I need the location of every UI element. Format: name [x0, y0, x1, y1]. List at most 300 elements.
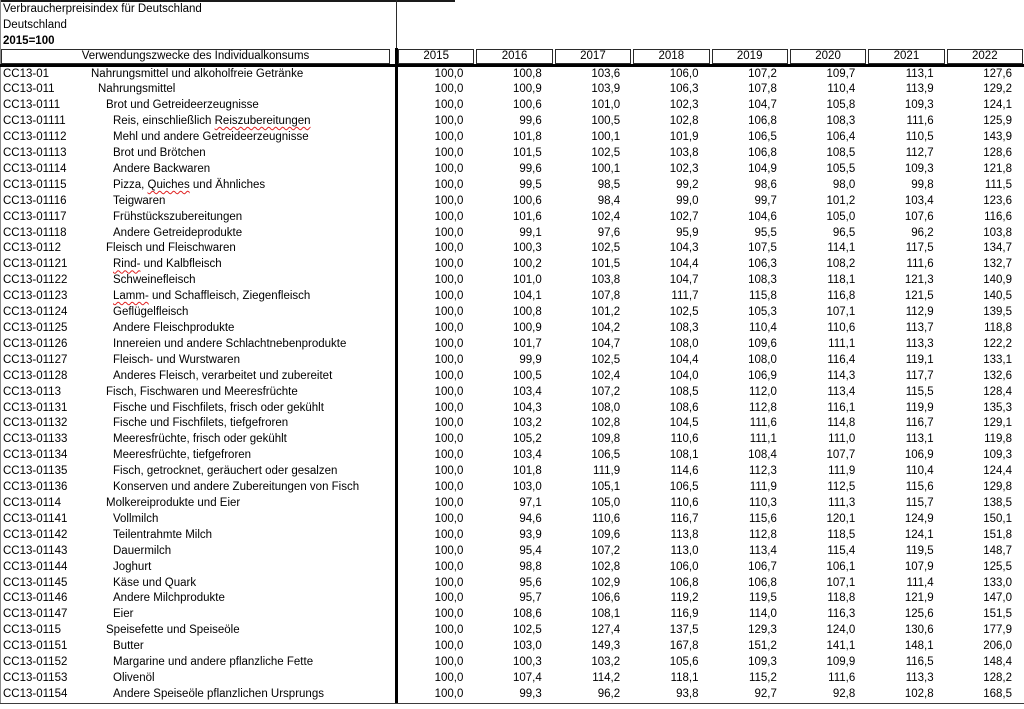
row-label-cell[interactable] — [0, 591, 397, 607]
cell-value[interactable]: 100,3 — [512, 656, 542, 669]
cell-value[interactable]: 100,1 — [591, 162, 621, 175]
cell-value[interactable]: 148,4 — [983, 656, 1012, 669]
cell-value[interactable]: 106,9 — [904, 449, 934, 462]
cell-value[interactable]: 137,5 — [669, 624, 699, 637]
row-label-cell[interactable] — [0, 464, 397, 480]
cell-value[interactable]: 111,0 — [828, 433, 856, 446]
cell-value[interactable]: 101,5 — [512, 147, 542, 160]
cell-value[interactable]: 109,3 — [904, 162, 934, 175]
cell-value[interactable]: 125,9 — [983, 115, 1012, 128]
row-label-cell[interactable] — [0, 321, 397, 337]
cell-value[interactable]: 100,0 — [434, 640, 464, 653]
cell-value[interactable]: 119,1 — [905, 353, 934, 366]
cell-value[interactable]: 113,4 — [827, 385, 856, 398]
row-label-cell[interactable] — [0, 162, 397, 178]
cell-value[interactable]: 95,7 — [519, 592, 542, 605]
cell-value[interactable]: 116,5 — [905, 656, 934, 669]
cell-value[interactable]: 104,1 — [512, 290, 542, 303]
cell-value[interactable]: 92,8 — [832, 687, 856, 700]
cell-value[interactable]: 139,5 — [983, 306, 1012, 319]
cell-value[interactable]: 138,5 — [983, 496, 1012, 509]
cell-value[interactable]: 150,1 — [983, 512, 1012, 525]
cell-value[interactable]: 115,5 — [905, 385, 934, 398]
cell-value[interactable]: 112,8 — [748, 401, 777, 414]
year-header-cell[interactable] — [475, 48, 553, 64]
cell-value[interactable]: 100,0 — [434, 353, 464, 366]
cell-value[interactable]: 107,2 — [591, 544, 621, 557]
cell-value[interactable]: 108,6 — [512, 608, 542, 621]
cell-value[interactable]: 101,9 — [669, 131, 699, 144]
cell-value[interactable]: 107,5 — [748, 242, 777, 255]
cell-value[interactable]: 101,0 — [591, 99, 621, 112]
row-label-cell[interactable] — [0, 130, 397, 146]
cell-value[interactable]: 107,9 — [904, 560, 934, 573]
cell-value[interactable]: 105,3 — [748, 306, 777, 319]
cell-value[interactable]: 104,4 — [669, 353, 699, 366]
cell-value[interactable]: 111,1 — [749, 433, 777, 446]
cell-value[interactable]: 118,5 — [827, 528, 856, 541]
row-label-cell[interactable] — [0, 607, 397, 623]
cell-value[interactable]: 124,0 — [826, 624, 856, 637]
cell-value[interactable]: 134,7 — [983, 242, 1012, 255]
cell-value[interactable]: 102,8 — [904, 687, 934, 700]
cell-value[interactable]: 105,8 — [826, 99, 856, 112]
cell-value[interactable]: 116,9 — [670, 608, 699, 621]
row-label-cell[interactable] — [0, 448, 397, 464]
cell-value[interactable]: 100,0 — [434, 162, 464, 175]
cell-value[interactable]: 113,4 — [748, 544, 777, 557]
cell-value[interactable]: 100,0 — [434, 671, 464, 684]
cell-value[interactable]: 107,1 — [826, 576, 856, 589]
cell-value[interactable]: 113,0 — [670, 544, 699, 557]
cell-value[interactable]: 107,1 — [826, 306, 856, 319]
cell-value[interactable]: 111,9 — [749, 481, 777, 494]
cell-value[interactable]: 106,6 — [591, 592, 621, 605]
cell-value[interactable]: 100,0 — [434, 528, 464, 541]
cell-value[interactable]: 143,9 — [983, 131, 1012, 144]
cell-value[interactable]: 94,6 — [519, 512, 542, 525]
cell-value[interactable]: 114,1 — [827, 242, 856, 255]
row-label-cell[interactable] — [0, 496, 397, 512]
cell-value[interactable]: 105,5 — [826, 162, 856, 175]
cell-value[interactable]: 151,5 — [983, 608, 1012, 621]
cell-value[interactable]: 102,4 — [591, 369, 621, 382]
cell-value[interactable]: 111,6 — [749, 417, 777, 430]
cell-value[interactable]: 103,8 — [983, 226, 1012, 239]
cell-value[interactable]: 108,0 — [669, 337, 699, 350]
row-label-cell[interactable] — [0, 337, 397, 353]
cell-value[interactable]: 110,3 — [748, 496, 777, 509]
cell-value[interactable]: 110,4 — [827, 83, 856, 96]
year-header-cell[interactable] — [867, 48, 945, 64]
cell-value[interactable]: 122,2 — [983, 337, 1012, 350]
cell-value[interactable]: 100,2 — [512, 258, 542, 271]
cell-value[interactable]: 113,3 — [905, 671, 934, 684]
cell-value[interactable]: 123,6 — [983, 194, 1012, 207]
row-label-cell[interactable] — [0, 369, 397, 385]
cell-value[interactable]: 106,5 — [591, 449, 621, 462]
row-label-cell[interactable] — [0, 671, 397, 687]
cell-value[interactable]: 95,4 — [519, 544, 542, 557]
cell-value[interactable]: 117,5 — [905, 242, 934, 255]
cell-value[interactable]: 111,9 — [593, 465, 621, 478]
cell-value[interactable]: 95,6 — [519, 576, 542, 589]
cell-value[interactable]: 103,9 — [591, 83, 621, 96]
cell-value[interactable]: 114,6 — [670, 465, 699, 478]
cell-value[interactable]: 108,1 — [669, 449, 699, 462]
cell-value[interactable]: 93,9 — [519, 528, 542, 541]
cell-value[interactable]: 100,9 — [512, 83, 542, 96]
cell-value[interactable]: 100,0 — [434, 194, 464, 207]
cell-value[interactable]: 103,4 — [512, 385, 542, 398]
cell-value[interactable]: 108,3 — [748, 274, 777, 287]
cell-value[interactable]: 111,6 — [828, 671, 856, 684]
cell-value[interactable]: 103,4 — [904, 194, 934, 207]
cell-value[interactable]: 116,6 — [984, 210, 1012, 223]
cell-value[interactable]: 107,8 — [748, 83, 777, 96]
row-label-cell[interactable] — [0, 146, 397, 162]
cell-value[interactable]: 118,8 — [827, 592, 856, 605]
cell-value[interactable]: 110,6 — [827, 322, 856, 334]
cell-value[interactable]: 113,1 — [905, 433, 934, 446]
cell-value[interactable]: 109,7 — [826, 67, 856, 80]
cell-value[interactable]: 167,8 — [669, 640, 699, 653]
cell-value[interactable]: 104,7 — [748, 99, 777, 112]
row-label-cell[interactable] — [0, 194, 397, 210]
cell-value[interactable]: 151,2 — [748, 640, 777, 653]
cell-value[interactable]: 100,8 — [512, 306, 542, 319]
cell-value[interactable]: 140,9 — [983, 274, 1012, 287]
year-header-cell[interactable] — [946, 48, 1024, 64]
cell-value[interactable]: 100,0 — [434, 608, 464, 621]
cell-value[interactable]: 147,0 — [983, 592, 1012, 605]
cell-value[interactable]: 116,8 — [827, 290, 856, 303]
cell-value[interactable]: 102,5 — [591, 353, 621, 366]
cell-value[interactable]: 104,5 — [669, 417, 699, 430]
cell-value[interactable]: 119,5 — [748, 592, 777, 605]
row-label-cell[interactable] — [0, 305, 397, 321]
cell-value[interactable]: 129,2 — [983, 83, 1012, 96]
cell-value[interactable]: 111,6 — [906, 258, 934, 271]
cell-value[interactable]: 102,3 — [669, 99, 699, 112]
cell-value[interactable]: 102,5 — [669, 306, 699, 319]
cell-value[interactable]: 112,0 — [748, 385, 777, 398]
cell-value[interactable]: 96,2 — [597, 687, 621, 700]
cell-value[interactable]: 106,5 — [748, 131, 777, 144]
cell-value[interactable]: 124,9 — [904, 512, 934, 525]
row-label-cell[interactable] — [0, 544, 397, 560]
cell-value[interactable]: 100,0 — [434, 178, 464, 191]
cell-value[interactable]: 108,0 — [591, 401, 621, 414]
row-label-cell[interactable] — [0, 82, 397, 98]
cell-value[interactable]: 98,0 — [832, 178, 856, 191]
row-label-cell[interactable] — [0, 67, 397, 83]
cell-value[interactable]: 116,7 — [670, 512, 699, 525]
cell-value[interactable]: 99,1 — [519, 226, 542, 239]
year-header-cell[interactable] — [554, 48, 632, 64]
cell-value[interactable]: 98,5 — [597, 178, 621, 191]
cell-value[interactable]: 100,0 — [434, 322, 464, 334]
cell-value[interactable]: 100,0 — [434, 401, 464, 414]
cell-value[interactable]: 111,7 — [671, 290, 699, 303]
cell-value[interactable]: 124,4 — [983, 465, 1012, 478]
cell-value[interactable]: 121,8 — [983, 162, 1012, 175]
cell-value[interactable]: 99,2 — [676, 178, 699, 191]
cell-value[interactable]: 106,1 — [826, 560, 856, 573]
cell-value[interactable]: 109,3 — [904, 99, 934, 112]
cell-value[interactable]: 121,9 — [904, 592, 934, 605]
cell-value[interactable]: 148,7 — [983, 544, 1012, 557]
row-label-cell[interactable] — [0, 114, 397, 130]
cell-value[interactable]: 114,3 — [827, 369, 856, 382]
cell-value[interactable]: 100,0 — [434, 656, 464, 669]
row-label-cell[interactable] — [0, 576, 397, 592]
cell-value[interactable]: 107,2 — [591, 385, 621, 398]
cell-value[interactable]: 104,2 — [591, 322, 621, 334]
cell-value[interactable]: 111,9 — [828, 465, 856, 478]
cell-value[interactable]: 121,3 — [904, 274, 934, 287]
cell-value[interactable]: 102,8 — [591, 560, 621, 573]
cell-value[interactable]: 109,3 — [983, 449, 1012, 462]
cell-value[interactable]: 100,0 — [434, 115, 464, 128]
cell-value[interactable]: 98,8 — [519, 560, 542, 573]
cell-value[interactable]: 106,8 — [748, 115, 777, 128]
cell-value[interactable]: 99,3 — [519, 687, 542, 700]
cell-value[interactable]: 115,7 — [905, 496, 934, 509]
cell-value[interactable]: 107,6 — [904, 210, 934, 223]
cell-value[interactable]: 148,1 — [904, 640, 934, 653]
cell-value[interactable]: 104,6 — [748, 210, 777, 223]
cell-value[interactable]: 104,0 — [669, 369, 699, 382]
cell-value[interactable]: 103,4 — [512, 449, 542, 462]
cell-value[interactable]: 102,8 — [591, 417, 621, 430]
cell-value[interactable]: 111,5 — [984, 178, 1012, 191]
cell-value[interactable]: 100,0 — [434, 385, 464, 398]
cell-value[interactable]: 112,5 — [827, 481, 856, 494]
cell-value[interactable]: 102,4 — [591, 210, 621, 223]
cell-value[interactable]: 132,6 — [983, 369, 1012, 382]
cell-value[interactable]: 110,4 — [748, 322, 777, 334]
cell-value[interactable]: 100,0 — [434, 544, 464, 557]
cell-value[interactable]: 100,0 — [434, 417, 464, 430]
cell-value[interactable]: 100,0 — [434, 337, 464, 350]
cell-value[interactable]: 97,1 — [519, 496, 542, 509]
cell-value[interactable]: 97,6 — [597, 226, 621, 239]
cell-value[interactable]: 108,6 — [669, 401, 699, 414]
cell-value[interactable]: 100,5 — [512, 369, 542, 382]
cell-value[interactable]: 93,8 — [676, 687, 699, 700]
cell-value[interactable]: 124,1 — [983, 99, 1012, 112]
cell-value[interactable]: 115,2 — [748, 671, 777, 684]
cell-value[interactable]: 100,0 — [434, 576, 464, 589]
cell-value[interactable]: 100,0 — [434, 290, 464, 303]
cell-value[interactable]: 120,1 — [826, 512, 856, 525]
cell-value[interactable]: 109,9 — [826, 656, 856, 669]
cell-value[interactable]: 100,0 — [434, 274, 464, 287]
row-label-cell[interactable] — [0, 353, 397, 369]
cell-value[interactable]: 125,5 — [983, 560, 1012, 573]
cell-value[interactable]: 103,6 — [591, 67, 621, 80]
cell-value[interactable]: 104,7 — [591, 337, 621, 350]
cell-value[interactable]: 110,6 — [670, 496, 699, 509]
cell-value[interactable]: 107,2 — [748, 67, 777, 80]
row-label-cell[interactable] — [0, 226, 397, 242]
cell-value[interactable]: 114,2 — [592, 671, 621, 684]
cell-value[interactable]: 112,3 — [748, 465, 777, 478]
cell-value[interactable]: 95,5 — [754, 226, 777, 239]
cell-value[interactable]: 112,7 — [905, 147, 934, 160]
cell-value[interactable]: 114,0 — [748, 608, 777, 621]
cell-value[interactable]: 102,5 — [591, 147, 621, 160]
row-label-cell[interactable] — [0, 432, 397, 448]
cell-value[interactable]: 118,1 — [670, 671, 699, 684]
cell-value[interactable]: 103,2 — [591, 656, 621, 669]
cell-value[interactable]: 133,1 — [983, 353, 1012, 366]
cell-value[interactable]: 104,9 — [748, 162, 777, 175]
cell-value[interactable]: 108,5 — [826, 147, 856, 160]
row-label-cell[interactable] — [0, 416, 397, 432]
cell-value[interactable]: 100,0 — [434, 592, 464, 605]
cell-value[interactable]: 100,0 — [434, 258, 464, 271]
cell-value[interactable]: 98,6 — [754, 178, 777, 191]
sheet-base-year[interactable]: 2015=100 — [3, 35, 55, 48]
cell-value[interactable]: 100,0 — [434, 512, 464, 525]
cell-value[interactable]: 107,7 — [826, 449, 856, 462]
cell-value[interactable]: 119,5 — [905, 544, 934, 557]
row-label-cell[interactable] — [0, 655, 397, 671]
cell-value[interactable]: 116,3 — [827, 608, 856, 621]
cell-value[interactable]: 132,7 — [983, 258, 1012, 271]
cell-value[interactable]: 99,0 — [676, 194, 699, 207]
cell-value[interactable]: 149,3 — [591, 640, 621, 653]
row-label-cell[interactable] — [0, 528, 397, 544]
cell-value[interactable]: 100,9 — [512, 322, 542, 334]
cell-value[interactable]: 108,5 — [669, 385, 699, 398]
cell-value[interactable]: 99,9 — [519, 353, 542, 366]
cell-value[interactable]: 105,0 — [826, 210, 856, 223]
row-label-cell[interactable] — [0, 257, 397, 273]
cell-value[interactable]: 100,0 — [434, 465, 464, 478]
cell-value[interactable]: 115,4 — [827, 544, 856, 557]
cell-value[interactable]: 100,0 — [434, 481, 464, 494]
cell-value[interactable]: 105,1 — [591, 481, 621, 494]
cell-value[interactable]: 110,6 — [670, 433, 699, 446]
cell-value[interactable]: 106,9 — [748, 369, 777, 382]
cell-value[interactable]: 96,5 — [832, 226, 856, 239]
cell-value[interactable]: 101,2 — [591, 306, 621, 319]
cell-value[interactable]: 113,7 — [905, 322, 934, 334]
cell-value[interactable]: 113,3 — [905, 337, 934, 350]
row-label-cell[interactable] — [0, 178, 397, 194]
row-label-cell[interactable] — [0, 560, 397, 576]
cell-value[interactable]: 103,0 — [512, 640, 542, 653]
cell-value[interactable]: 100,5 — [591, 115, 621, 128]
cell-value[interactable]: 107,4 — [512, 671, 542, 684]
cell-value[interactable]: 151,8 — [983, 528, 1012, 541]
row-label-cell[interactable] — [0, 687, 397, 703]
cell-value[interactable]: 129,3 — [748, 624, 777, 637]
cell-value[interactable]: 101,0 — [512, 274, 542, 287]
cell-value[interactable]: 108,1 — [591, 608, 621, 621]
cell-value[interactable]: 100,0 — [434, 449, 464, 462]
cell-value[interactable]: 102,3 — [669, 162, 699, 175]
cell-value[interactable]: 111,1 — [828, 337, 856, 350]
cell-value[interactable]: 119,2 — [670, 592, 699, 605]
cell-value[interactable]: 100,0 — [434, 369, 464, 382]
cell-value[interactable]: 101,7 — [512, 337, 542, 350]
cell-value[interactable]: 118,1 — [827, 274, 856, 287]
cell-value[interactable]: 107,8 — [591, 290, 621, 303]
cell-value[interactable]: 110,6 — [592, 512, 621, 525]
cell-value[interactable]: 118,8 — [984, 322, 1012, 334]
cell-value[interactable]: 109,6 — [591, 528, 621, 541]
row-label-cell[interactable] — [0, 639, 397, 655]
cell-value[interactable]: 100,0 — [434, 147, 464, 160]
cell-value[interactable]: 106,0 — [669, 67, 699, 80]
cell-value[interactable]: 128,2 — [983, 671, 1012, 684]
cell-value[interactable]: 101,6 — [512, 210, 542, 223]
cell-value[interactable]: 105,2 — [512, 433, 542, 446]
cell-value[interactable]: 104,3 — [512, 401, 542, 414]
cell-value[interactable]: 103,8 — [669, 147, 699, 160]
cell-value[interactable]: 101,8 — [512, 131, 542, 144]
cell-value[interactable]: 112,8 — [748, 528, 777, 541]
cell-value[interactable]: 115,8 — [748, 290, 777, 303]
cell-value[interactable]: 96,2 — [911, 226, 934, 239]
cell-value[interactable]: 108,3 — [826, 115, 856, 128]
cell-value[interactable]: 108,2 — [826, 258, 856, 271]
cell-value[interactable]: 99,5 — [519, 178, 542, 191]
cell-value[interactable]: 106,7 — [748, 560, 777, 573]
cell-value[interactable]: 102,7 — [669, 210, 699, 223]
year-header-cell[interactable] — [711, 48, 789, 64]
cell-value[interactable]: 105,6 — [669, 656, 699, 669]
cell-value[interactable]: 111,3 — [828, 496, 856, 509]
cell-value[interactable]: 100,3 — [512, 242, 542, 255]
cell-value[interactable]: 108,0 — [748, 353, 777, 366]
cell-value[interactable]: 92,7 — [754, 687, 777, 700]
sheet-region[interactable]: Deutschland — [3, 19, 67, 32]
row-label-cell[interactable] — [0, 401, 397, 417]
cell-value[interactable]: 104,4 — [669, 258, 699, 271]
cell-value[interactable]: 95,9 — [676, 226, 699, 239]
sheet-title[interactable]: Verbraucherpreisindex für Deutschland — [3, 3, 202, 15]
cell-value[interactable]: 100,0 — [434, 131, 464, 144]
cell-value[interactable]: 128,4 — [983, 385, 1012, 398]
cell-value[interactable]: 104,7 — [669, 274, 699, 287]
cell-value[interactable]: 100,0 — [434, 496, 464, 509]
cell-value[interactable]: 108,4 — [748, 449, 777, 462]
cell-value[interactable]: 128,6 — [983, 147, 1012, 160]
cell-value[interactable]: 117,7 — [905, 369, 934, 382]
cell-value[interactable]: 113,8 — [670, 528, 699, 541]
cell-value[interactable]: 206,0 — [983, 640, 1012, 653]
row-label-cell[interactable] — [0, 512, 397, 528]
year-header-cell[interactable] — [789, 48, 867, 64]
cell-value[interactable]: 109,8 — [591, 433, 621, 446]
cell-value[interactable]: 100,6 — [512, 99, 542, 112]
cell-value[interactable]: 102,9 — [591, 576, 621, 589]
cell-value[interactable]: 168,5 — [983, 687, 1012, 700]
cell-value[interactable]: 102,5 — [512, 624, 542, 637]
cell-value[interactable]: 110,5 — [905, 131, 934, 144]
cell-value[interactable]: 100,0 — [434, 624, 464, 637]
cell-value[interactable]: 106,3 — [748, 258, 777, 271]
cell-value[interactable]: 102,5 — [591, 242, 621, 255]
cell-value[interactable]: 111,6 — [906, 115, 934, 128]
cell-value[interactable]: 177,9 — [983, 624, 1012, 637]
cell-value[interactable]: 100,0 — [434, 67, 464, 80]
